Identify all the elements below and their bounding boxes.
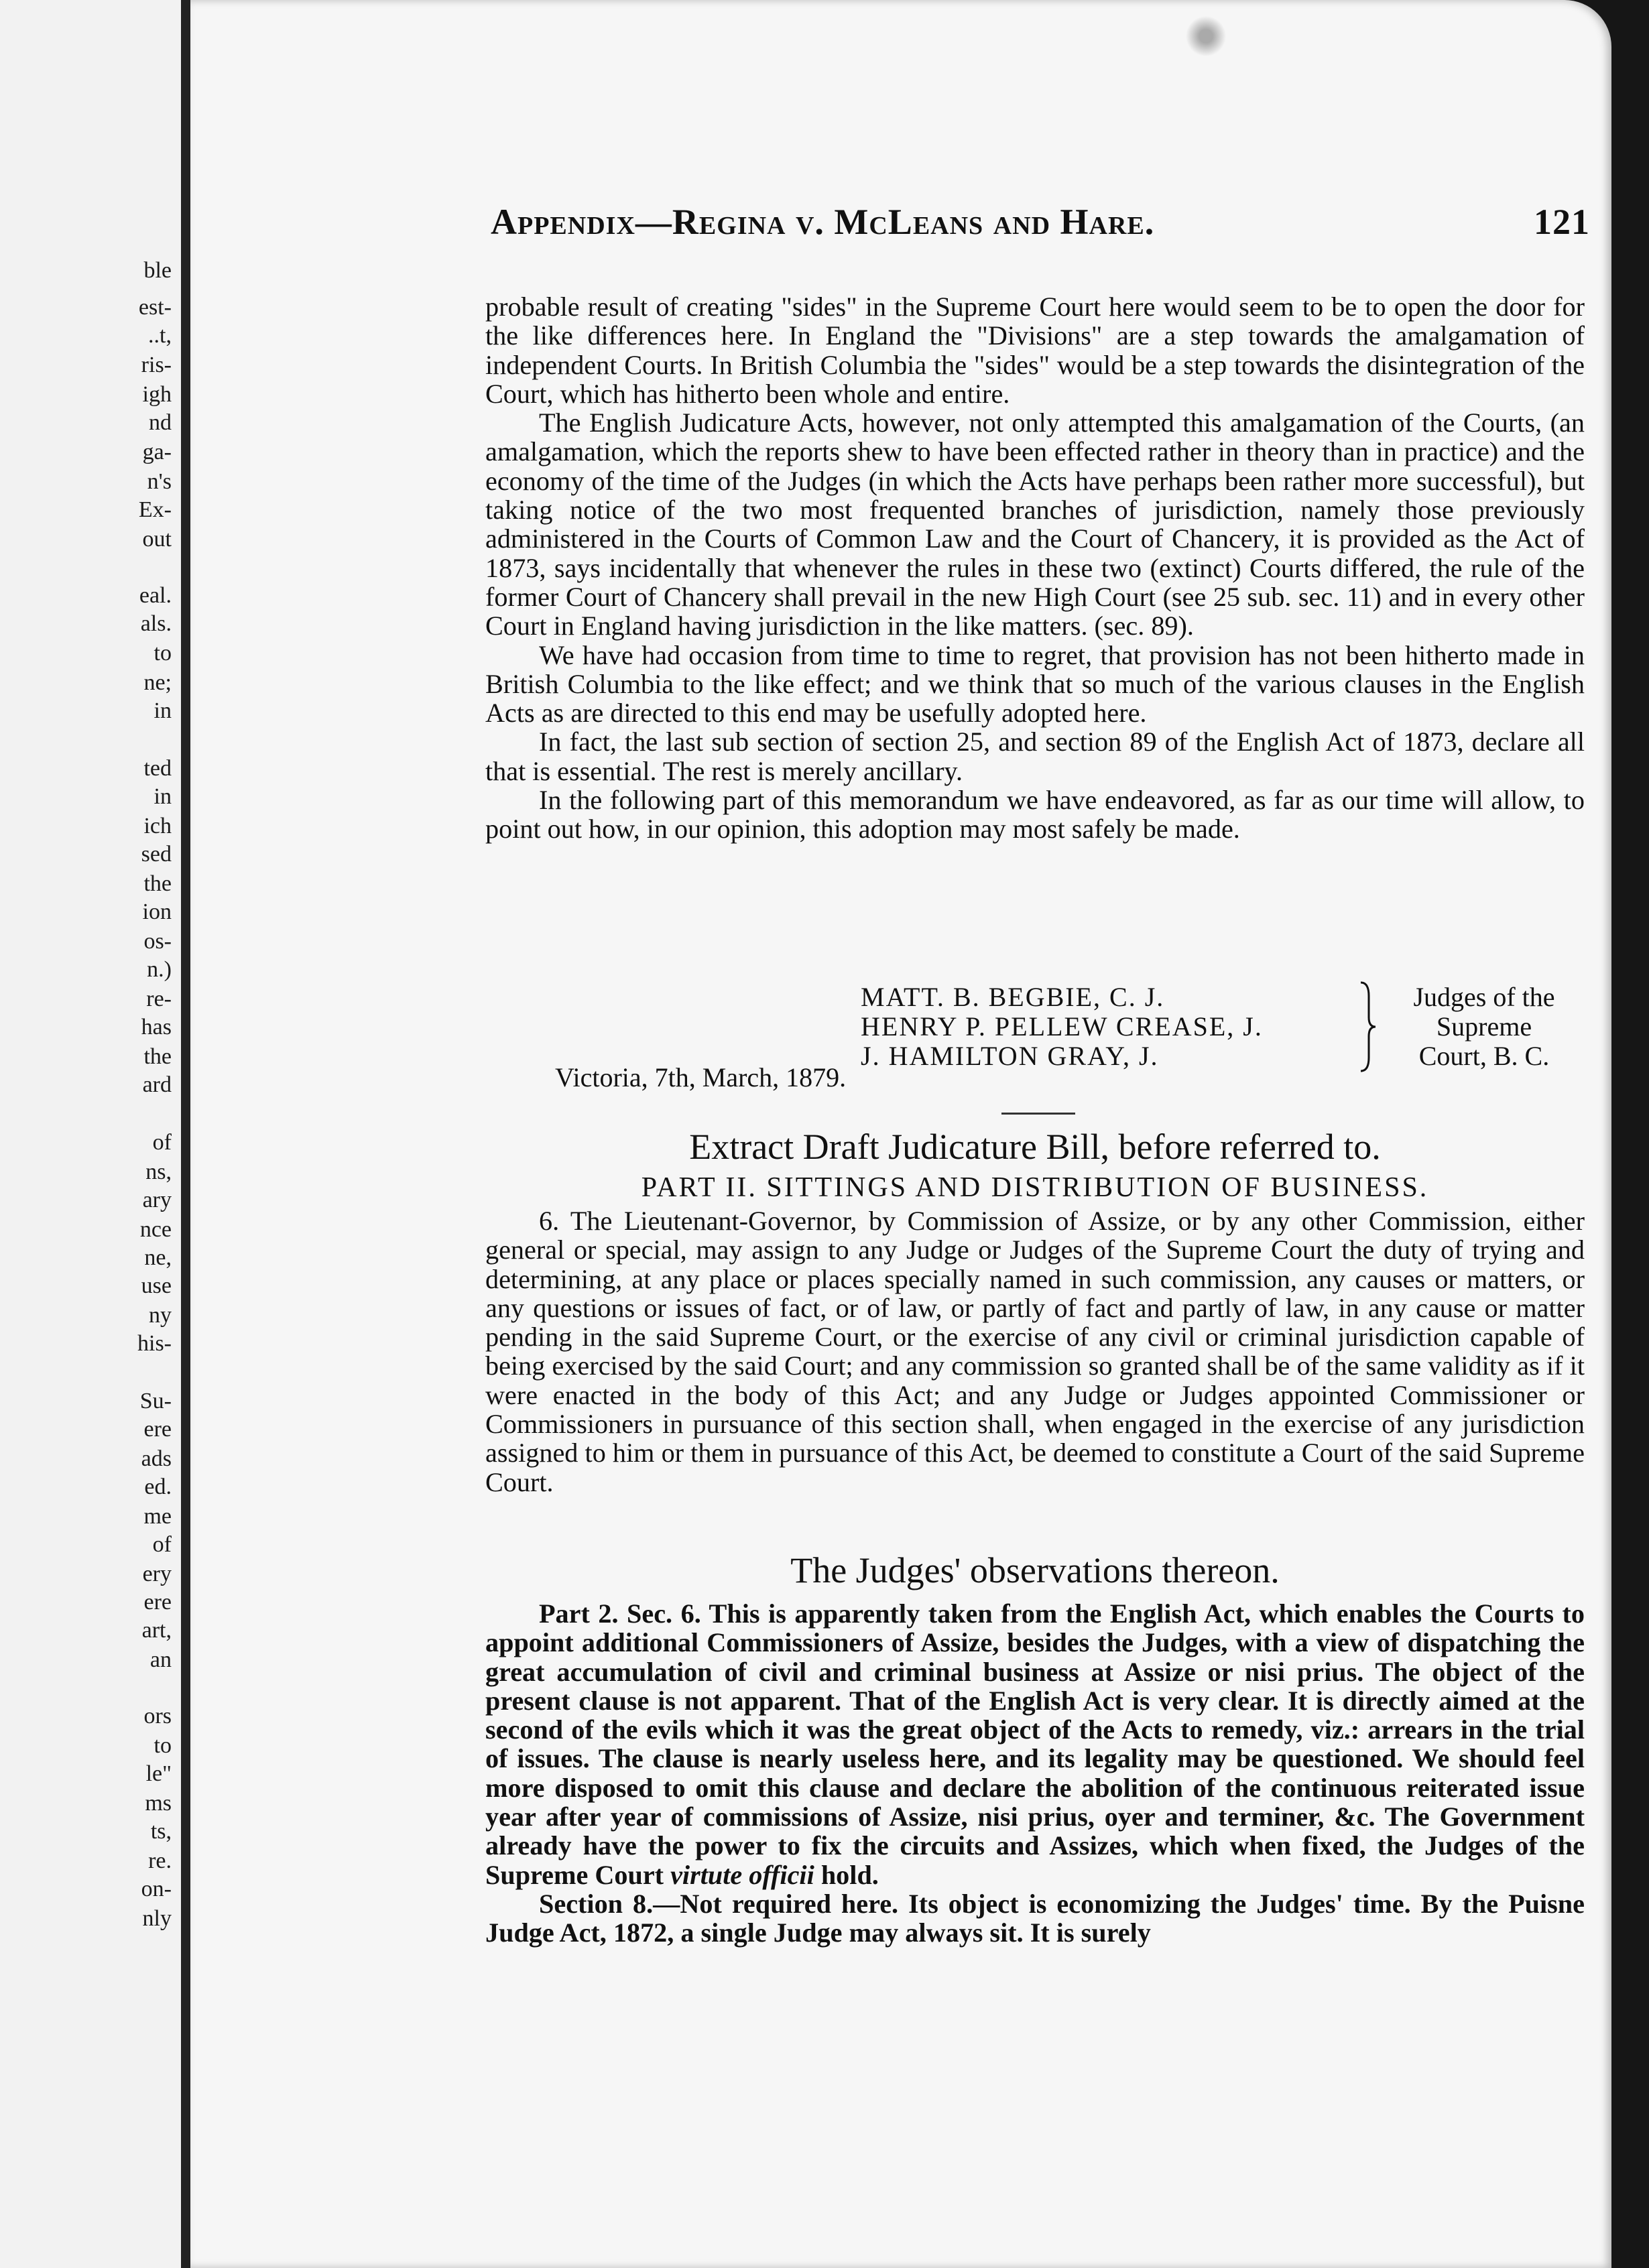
paragraph-4: In fact, the last sub section of section 25, and section 89 of the English Act of 1873, declare all that is essential. The rest is merely ancillary. xyxy=(485,727,1585,786)
facing-page-fragment: n.) xyxy=(147,957,172,982)
facing-page-fragment: the xyxy=(143,871,172,896)
signature-role xyxy=(1384,983,1585,1071)
facing-page-fragment: als. xyxy=(140,611,172,636)
paragraph-3: We have had occasion from time to time to regret, that provision has not been hitherto made in British Columbia to the like effect; and we think that so much of the various clauses in the English Acts as are directed to this end may be usefully adopted here. xyxy=(485,639,1585,729)
facing-page-fragment: on- xyxy=(141,1877,172,1901)
facing-page-fragment: ga- xyxy=(142,440,172,464)
facing-page-fragment: n's xyxy=(147,469,172,494)
facing-page-edge xyxy=(0,0,190,2268)
paragraph-1: probable result of creating "sides" in the Supreme Court here would seem to be to open the door for the like differences here. In England the "Divisions" are a step towards the amalgamation of independent Courts. In British Columbia the "sides" would be a step towards the disintegration of the Court, which has hitherto been whole and entire. xyxy=(485,292,1585,409)
observations-paragraph-1 xyxy=(485,1599,1585,1889)
facing-page-fragment: use xyxy=(141,1273,172,1298)
facing-page-fragment: of xyxy=(152,1130,172,1155)
facing-page-fragment: ts, xyxy=(150,1819,172,1844)
paragraph-2: The English Judicature Acts, however, not only attempted this amalgamation of the Courts, (an amalgamation, which the reports shew to have been effected rather in theory than in practice) and the economy of the time of the Judges (in which the Acts have perhaps been rather more successful), but taking notice of the two most frequented branches of jurisdiction, namely those previously administered in the Courts of Common Law and the Court of Chancery, it is provided as the Act of 1873, says incidentally that whenever the rules in these two (extinct) Courts differed, the rule of the former Court of Chancery shall prevail in the new High Court (see 25 sub. sec. 11) and in every other Court in England having jurisdiction in the like matters. (sec. 89). xyxy=(485,407,1585,641)
facing-page-fragment: ble xyxy=(143,258,172,283)
facing-page-fragment: ne, xyxy=(144,1245,172,1270)
facing-page-fragment: ads xyxy=(141,1446,172,1471)
facing-page-fragment: ne; xyxy=(143,670,172,695)
observations-text xyxy=(485,1599,1585,1948)
signature-gray: J. HAMILTON GRAY, J. xyxy=(861,1041,1159,1071)
book-page xyxy=(190,0,1611,2268)
signature-crease: HENRY P. PELLEW CREASE, J. xyxy=(861,1011,1263,1042)
paragraph-5: In the following part of this memorandum we have endeavored, as far as our time will allow, to point out how, in our opinion, this adoption may most safely be made. xyxy=(485,785,1585,844)
facing-page-fragment: igh xyxy=(142,382,172,407)
facing-page-fragment: ms xyxy=(145,1791,172,1816)
obs-p1-text: Part 2. Sec. 6. This is apparently taken from the English Act, which enables the Courts to appoint additional Commissioners of Assize, besides the Judges, with a view of dispatching the great accumulation of civil and criminal business at Assize or nisi prius. The object of the present clause is not apparent. That of the English Act is very clear. It is directly aimed at the second of the evils which it was the great object of the Acts to remedy, viz.: arrears in the trial of issues. The clause is nearly useless here, and its legality may be questioned. We should feel more disposed to omit this clause and declare the abolition of the continuous reiterated issue year after year of commissions of Assize, nisi prius, oyer and terminer, &c. The Government already have the power to fix the circuits and Assizes, which when fixed, the Judges of the Supreme Court xyxy=(485,1598,1585,1890)
facing-page-fragment: me xyxy=(143,1504,172,1529)
role-line-1: Judges of the xyxy=(1413,982,1555,1012)
facing-page-fragment: Su- xyxy=(139,1389,172,1413)
facing-page-fragment: ere xyxy=(143,1417,172,1442)
facing-page-fragment: the xyxy=(143,1044,172,1069)
facing-page-fragment: ..t, xyxy=(148,323,172,348)
facing-page-fragment: re. xyxy=(148,1848,172,1873)
dateline: Victoria, 7th, March, 1879. xyxy=(555,1062,847,1092)
facing-page-fragment: to xyxy=(154,1733,172,1758)
role-line-2: Supreme xyxy=(1436,1011,1532,1042)
section-6-paragraph: 6. The Lieutenant-Governor, by Commission of Assize, or by any other Commission, either general or special, may assign to any Judge or Judges of the Supreme Court the duty of trying and determining, at any place or places specially named in such commission, any causes or matters, or any questions or issues of fact, or of law, or partly of fact and partly of law, in any cause or matter pending in the said Supreme Court, or the exercise of any civil or criminal jurisdiction capable of being exercised by the said Court; and any commission so granted shall be of the same validity as if it were enacted in the body of this Act; and any Judge or Judges appointed Commissioner or Commissioners in pursuance of this section shall, when engaged in the exercise of any jurisdiction assigned to him or them in pursuance of this Act, be deemed to constitute a Court of the said Supreme Court. xyxy=(485,1206,1585,1497)
facing-page-fragment: eal. xyxy=(139,583,172,608)
extract-heading: Extract Draft Judicature Bill, before referred to. xyxy=(689,1127,1381,1167)
signature-names xyxy=(861,983,1263,1071)
part-heading: PART II. SITTINGS AND DISTRIBUTION OF BUSINESS. xyxy=(641,1172,1429,1203)
facing-page-fragment: ery xyxy=(142,1562,172,1586)
header-title: Appendix—Regina v. McLeans and Hare. xyxy=(491,202,1155,242)
facing-page-fragment: art, xyxy=(141,1618,172,1643)
divider-rule xyxy=(1001,1113,1075,1115)
facing-page-fragment: his- xyxy=(137,1331,172,1356)
obs-p1-italic: virtute officii xyxy=(670,1859,814,1890)
facing-page-fragment: nd xyxy=(149,410,172,435)
facing-page-fragment: ted xyxy=(143,756,172,781)
signature-begbie: MATT. B. BEGBIE, C. J. xyxy=(861,982,1165,1012)
facing-page-fragment: ary xyxy=(142,1188,172,1212)
facing-page-fragment: ny xyxy=(149,1303,172,1328)
body-text-top xyxy=(485,292,1585,844)
facing-page-fragment: nce xyxy=(139,1217,172,1242)
facing-page-fragment: ors xyxy=(143,1704,172,1728)
facing-page-fragment: ris- xyxy=(141,353,172,377)
facing-page-fragment: in xyxy=(154,784,172,809)
facing-page-fragment: ed. xyxy=(144,1474,172,1499)
facing-page-fragment: has xyxy=(141,1015,172,1040)
facing-page-fragment: an xyxy=(149,1647,172,1672)
observations-paragraph-2: Section 8.—Not required here. Its object is economizing the Judges' time. By the Puisne Judge Act, 1872, a single Judge may always sit. It is surely xyxy=(485,1888,1585,1948)
role-line-3: Court, B. C. xyxy=(1418,1041,1550,1071)
facing-page-fragment: Ex- xyxy=(138,497,172,522)
facing-page-fragment: ns, xyxy=(145,1159,172,1184)
section-6-text xyxy=(485,1206,1585,1497)
facing-page-fragment: ard xyxy=(142,1072,172,1097)
facing-page-fragment: to xyxy=(154,641,172,666)
facing-page-fragment: ere xyxy=(143,1590,172,1615)
page-number: 121 xyxy=(1534,202,1590,242)
facing-page-fragment: ich xyxy=(143,814,172,838)
obs-p1-end: hold. xyxy=(814,1859,879,1890)
facing-page-fragment: sed xyxy=(141,842,172,867)
facing-page-fragment: re- xyxy=(146,987,172,1011)
facing-page-fragment: le" xyxy=(145,1761,172,1786)
signature-block xyxy=(861,983,1598,1076)
facing-page-fragment: out xyxy=(142,527,172,552)
observations-heading: The Judges' observations thereon. xyxy=(790,1550,1280,1590)
facing-page-fragment: nly xyxy=(142,1906,172,1931)
facing-page-fragment: in xyxy=(154,698,172,723)
facing-page-fragment: of xyxy=(152,1532,172,1557)
facing-page-fragment: ion xyxy=(142,899,172,924)
brace-icon xyxy=(1357,980,1377,1074)
running-header xyxy=(491,201,1590,243)
facing-page-fragment: est- xyxy=(138,295,172,320)
dust-mark xyxy=(1176,7,1236,80)
facing-page-fragment: os- xyxy=(143,929,172,954)
